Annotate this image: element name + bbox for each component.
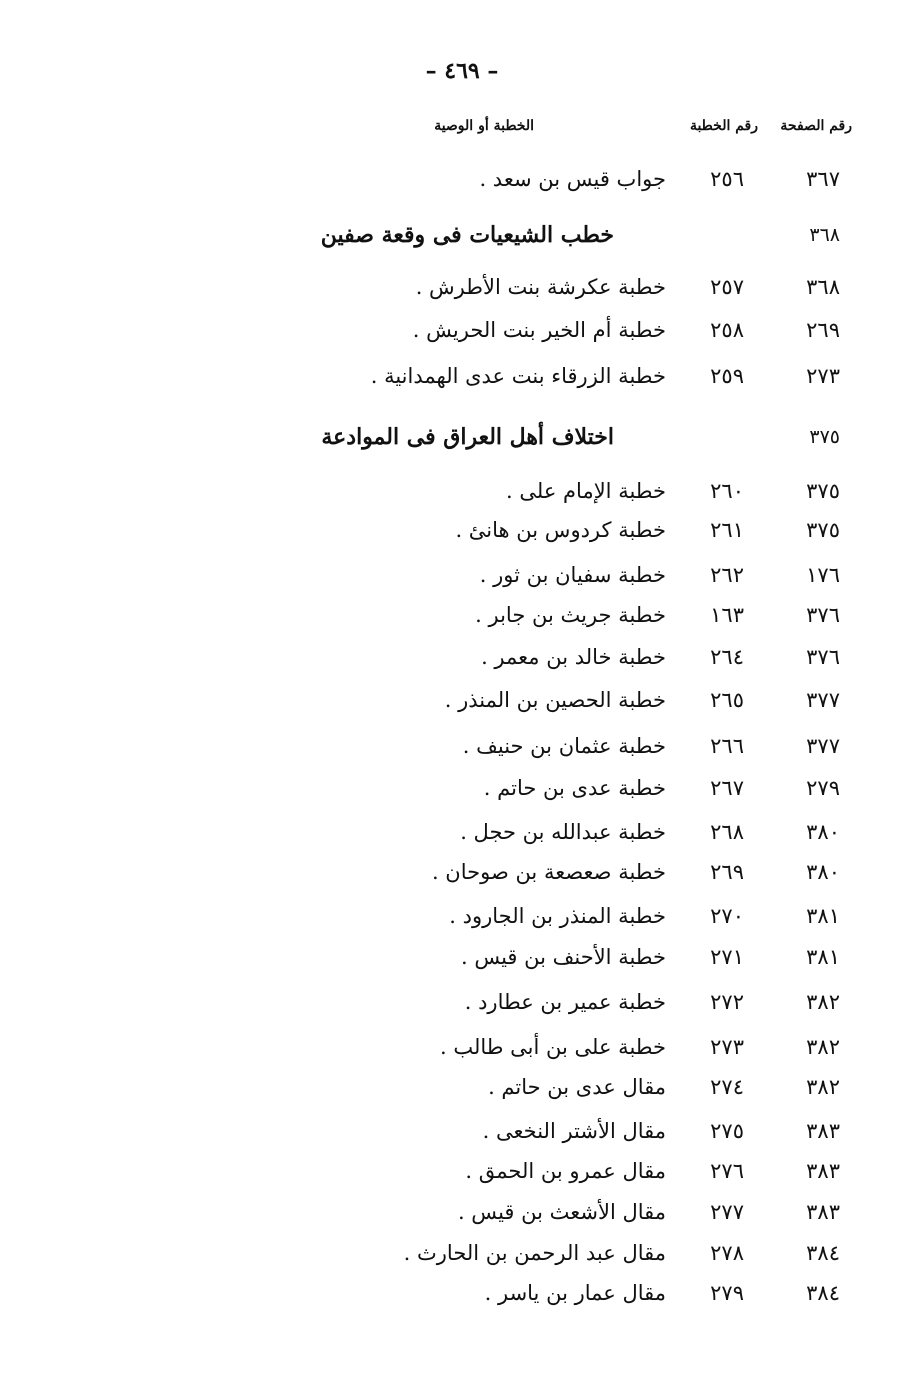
row-page: ٣٨٢ <box>806 1075 840 1099</box>
row-number: ١٦٣ <box>710 603 744 627</box>
row-title: خطبة عثمان بن حنيف . <box>462 734 666 758</box>
row-page: ٣٧٥ <box>806 518 840 542</box>
row-page: ٣٨١ <box>806 904 840 928</box>
table-row <box>0 270 924 304</box>
table-row <box>0 815 924 849</box>
row-number: ٢٦٦ <box>710 734 744 758</box>
section-heading: خطب الشيعيات فى وقعة صفين <box>320 222 614 248</box>
table-row <box>0 771 924 805</box>
row-page: ١٧٦ <box>806 563 840 587</box>
table-row <box>0 1154 924 1188</box>
row-number: ٢٦٠ <box>710 479 744 503</box>
row-number: ٢٦١ <box>710 518 744 542</box>
row-number: ٢٧٦ <box>710 1159 744 1183</box>
section-heading-row <box>0 218 924 252</box>
table-row <box>0 683 924 717</box>
row-number: ٢٧٥ <box>710 1119 744 1143</box>
row-title: خطبة المنذر بن الجارود . <box>449 904 666 928</box>
table-row <box>0 558 924 592</box>
row-number: ٢٧٧ <box>710 1200 744 1224</box>
table-row <box>0 474 924 508</box>
row-title: مقال عدى بن حاتم . <box>488 1075 666 1099</box>
row-page: ٣٦٨ <box>809 224 840 246</box>
row-page: ٣٨٠ <box>806 860 840 884</box>
page-number: – ٤٦٩ – <box>425 58 499 84</box>
table-row <box>0 899 924 933</box>
header-speech-title: الخطبة أو الوصية <box>434 118 534 134</box>
row-title: مقال عمرو بن الحمق . <box>465 1159 666 1183</box>
row-page: ٣٧٦ <box>806 645 840 669</box>
row-title: مقال عمار بن ياسر . <box>484 1281 666 1305</box>
row-title: خطبة خالد بن معمر . <box>481 645 666 669</box>
table-row <box>0 1236 924 1270</box>
row-page: ٣٨٢ <box>806 1035 840 1059</box>
row-number: ٢٧٢ <box>710 990 744 1014</box>
row-number: ٢٥٩ <box>710 364 744 388</box>
table-row <box>0 598 924 632</box>
table-row <box>0 1070 924 1104</box>
row-number: ٢٧٨ <box>710 1241 744 1265</box>
row-number: ٢٧١ <box>710 945 744 969</box>
row-title: خطبة الإمام على . <box>506 479 666 503</box>
header-speech-number: رقم الخطبة <box>689 118 758 134</box>
row-title: خطبة جريث بن جابر . <box>475 603 666 627</box>
row-number: ٢٦٧ <box>710 776 744 800</box>
row-number: ٢٦٩ <box>710 860 744 884</box>
row-page: ٣٧٧ <box>806 688 840 712</box>
row-number: ٢٥٦ <box>710 167 744 191</box>
row-title: خطبة عكرشة بنت الأطرش . <box>415 275 666 299</box>
row-number: ٢٦٥ <box>710 688 744 712</box>
section-heading-row <box>0 420 924 454</box>
row-title: خطبة على بن أبى طالب . <box>440 1035 666 1059</box>
row-title: جواب قيس بن سعد . <box>479 167 666 191</box>
row-title: خطبة صعصعة بن صوحان . <box>431 860 666 884</box>
header-page-number: رقم الصفحة <box>780 118 852 134</box>
table-row <box>0 359 924 393</box>
row-page: ٢٧٣ <box>806 364 840 388</box>
row-page: ٣٨٣ <box>806 1119 840 1143</box>
row-number: ٢٧٤ <box>710 1075 744 1099</box>
row-page: ٢٦٩ <box>806 318 840 342</box>
row-page: ٣٨٠ <box>806 820 840 844</box>
row-title: خطبة كردوس بن هانئ . <box>455 518 666 542</box>
row-page: ٣٨٣ <box>806 1159 840 1183</box>
table-row <box>0 940 924 974</box>
row-number: ٢٦٤ <box>710 645 744 669</box>
row-number: ٢٧٩ <box>710 1281 744 1305</box>
row-page: ٣٧٦ <box>806 603 840 627</box>
row-number: ٢٥٧ <box>710 275 744 299</box>
table-row <box>0 313 924 347</box>
row-page: ٣٨٤ <box>806 1281 840 1305</box>
row-page: ٣٨١ <box>806 945 840 969</box>
row-page: ٣٦٨ <box>806 275 840 299</box>
row-page: ٣٨٣ <box>806 1200 840 1224</box>
row-page: ٣٧٥ <box>806 479 840 503</box>
row-page: ٣٨٢ <box>806 990 840 1014</box>
table-row <box>0 1276 924 1310</box>
table-row <box>0 162 924 196</box>
section-heading: اختلاف أهل العراق فى الموادعة <box>321 424 614 450</box>
row-number: ٢٦٨ <box>710 820 744 844</box>
table-row <box>0 729 924 763</box>
row-page: ٣٦٧ <box>806 167 840 191</box>
row-page: ٣٧٥ <box>809 426 840 448</box>
table-row <box>0 985 924 1019</box>
row-title: خطبة الزرقاء بنت عدى الهمدانية . <box>370 364 666 388</box>
row-number: ٢٥٨ <box>710 318 744 342</box>
row-page: ٣٧٧ <box>806 734 840 758</box>
row-page: ٢٧٩ <box>806 776 840 800</box>
row-title: خطبة عمير بن عطارد . <box>464 990 666 1014</box>
row-title: خطبة الحصين بن المنذر . <box>444 688 666 712</box>
table-row <box>0 1030 924 1064</box>
row-title: خطبة أم الخير بنت الحريش . <box>412 318 666 342</box>
table-row <box>0 1195 924 1229</box>
row-title: خطبة سفيان بن ثور . <box>479 563 666 587</box>
row-title: خطبة عدى بن حاتم . <box>483 776 666 800</box>
row-number: ٢٧٣ <box>710 1035 744 1059</box>
table-row <box>0 1114 924 1148</box>
row-title: خطبة عبدالله بن حجل . <box>460 820 666 844</box>
table-row <box>0 640 924 674</box>
table-row <box>0 513 924 547</box>
row-title: مقال عبد الرحمن بن الحارث . <box>403 1241 666 1265</box>
table-row <box>0 855 924 889</box>
row-page: ٣٨٤ <box>806 1241 840 1265</box>
row-title: مقال الأشتر النخعى . <box>482 1119 666 1143</box>
row-number: ٢٧٠ <box>710 904 744 928</box>
row-number: ٢٦٢ <box>710 563 744 587</box>
row-title: مقال الأشعث بن قيس . <box>457 1200 666 1224</box>
row-title: خطبة الأحنف بن قيس . <box>460 945 666 969</box>
